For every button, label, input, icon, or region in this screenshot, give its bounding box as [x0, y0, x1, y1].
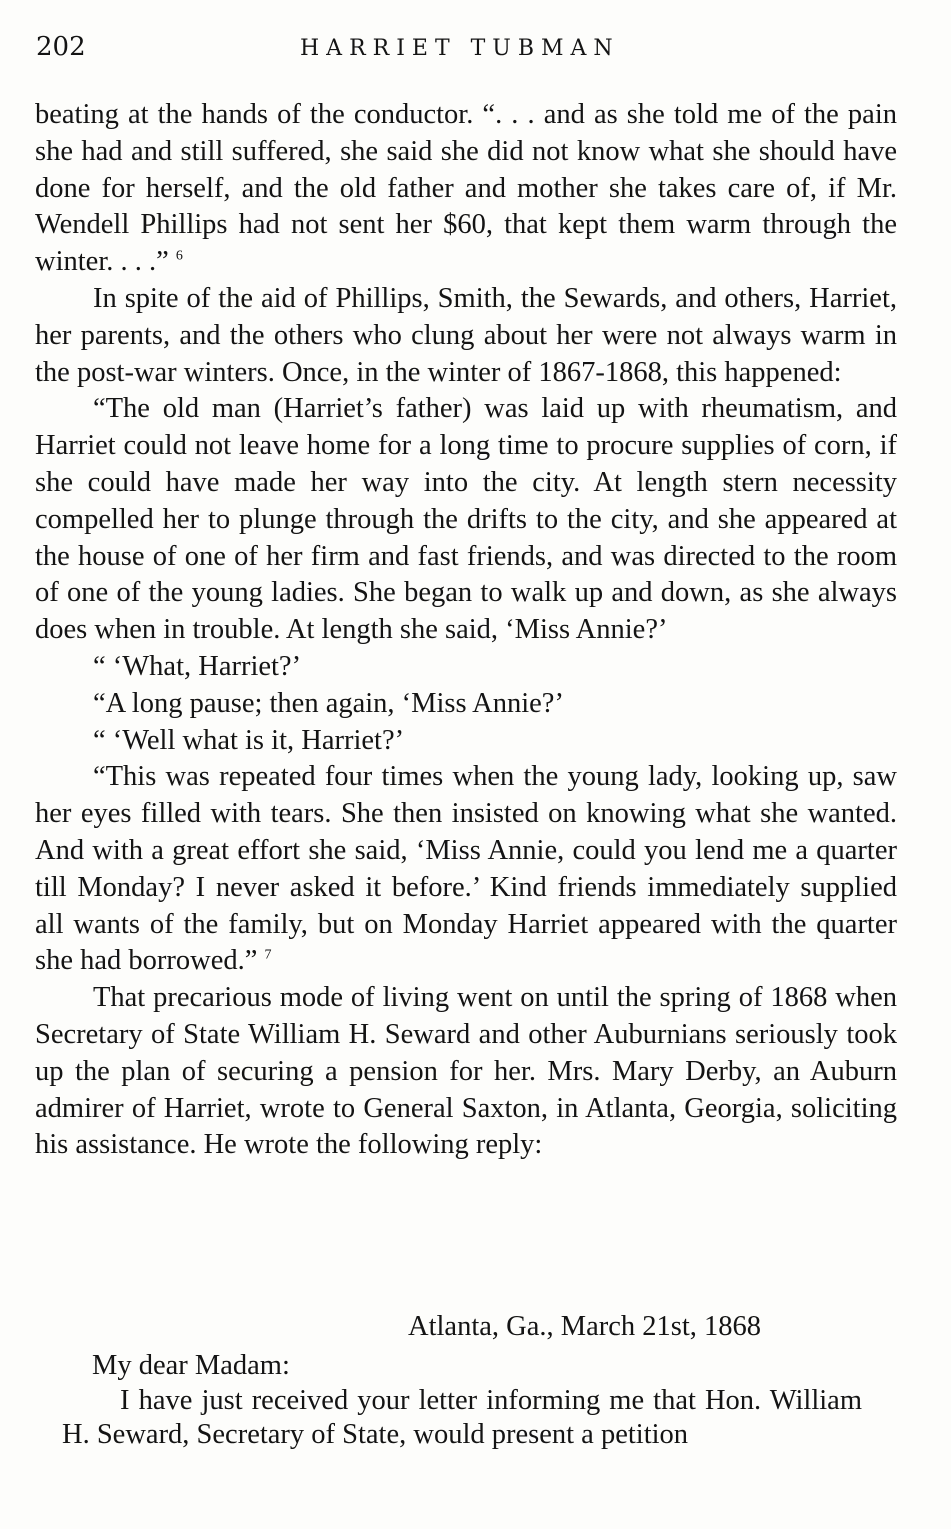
- letter-dateline: Atlanta, Ga., March 21st, 1868: [408, 1311, 762, 1342]
- quoted-line: “A long pause; then again, ‘Miss Annie?’: [93, 687, 564, 719]
- footnote-marker: 7: [264, 947, 272, 963]
- letter-body: [62, 1384, 862, 1452]
- running-head: HARRIET TUBMAN: [300, 36, 620, 61]
- paragraph-continued: beating at the hands of the conductor. “. . . and as she told me of the pain she had and still suffered, she said she did not know what she should have done for herself, and the old father and mother she takes care of, if Mr. Wendell Phillips had not sent her $60, that kept them warm through the winter. . . .” $^6$: [35, 99, 897, 278]
- body-text: [35, 97, 897, 1164]
- paragraph: That precarious mode of living went on until the spring of 1868 when Secretary of State William H. Seward and other Auburnians seriously took up the plan of securing a pension for her. Mrs. Mary Derby, an Auburn admirer of Harriet, wrote to General Saxton, in Atlanta, Georgia, soliciting his assistance. He wrote the following reply:: [35, 982, 897, 1161]
- quoted-paragraph: “This was repeated four times when the young lady, looking up, saw her eyes filled with tears. She then insisted on knowing what she wanted. And with a great effort she said, ‘Miss Annie, could you lend me a quarter till Monday? I never asked it before.’ Kind friends immediately supplied all wants of the family, but on Monday Harriet appeared with the quarter she had borrowed.” $^7$: [35, 761, 897, 977]
- page-number: 202: [36, 32, 86, 62]
- quoted-line: “ ‘Well what is it, Harriet?’: [93, 724, 405, 756]
- quoted-line: “ ‘What, Harriet?’: [93, 650, 302, 682]
- letter-paragraph: I have just received your letter informing me that Hon. William H. Seward, Secretary of State, would present a petition: [62, 1385, 862, 1450]
- quoted-paragraph: “The old man (Harriet’s father) was laid up with rheumatism, and Harriet could not leave home for a long time to procure supplies of corn, if she could have made her way into the city. At length stern necessity compelled her to plunge through the drifts to the city, and she appeared at the house of one of her firm and fast friends, and was directed to the room of one of the young ladies. She began to walk up and down, as she always does when in trouble. At length she said, ‘Miss Annie?’: [35, 393, 897, 646]
- paragraph: In spite of the aid of Phillips, Smith, the Sewards, and others, Harriet, her parents, and the others who clung about her were not always warm in the post-war winters. Once, in the winter of 1867-1868, this happened:: [35, 282, 897, 388]
- letter-salutation: My dear Madam:: [92, 1350, 290, 1381]
- footnote-marker: 6: [175, 248, 183, 264]
